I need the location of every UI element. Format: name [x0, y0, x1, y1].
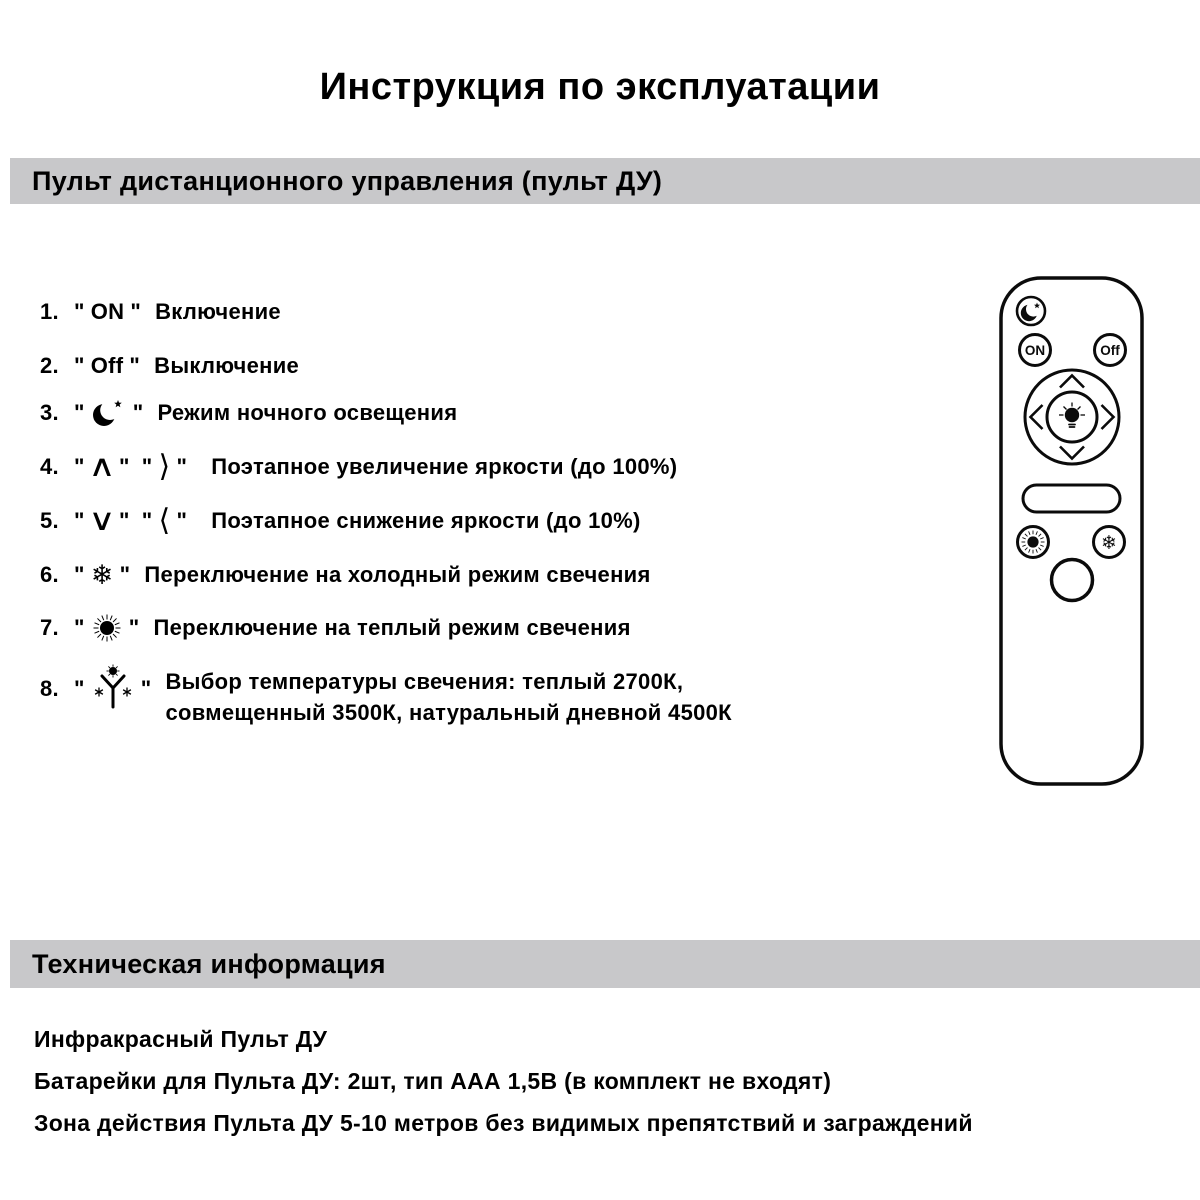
remote-control-illustration — [999, 276, 1144, 786]
item-number: 2. — [40, 353, 59, 378]
instruction-item-color-temperature — [40, 664, 732, 728]
item-description: Режим ночного освещения — [157, 400, 458, 425]
on-button-label: ON — [1024, 343, 1046, 358]
quote-mark: " — [128, 615, 140, 640]
item-description: Поэтапное снижение яркости (до 10%) — [211, 508, 641, 533]
item-description: Переключение на теплый режим свечения — [153, 615, 631, 640]
off-button-label: Off — [1100, 343, 1120, 358]
section-heading-remote-text: Пульт дистанционного управления (пульт ДУ) — [32, 165, 663, 196]
quote-mark: " — [74, 400, 85, 425]
off-key-label: Off — [90, 353, 124, 378]
quote-mark: " — [129, 353, 141, 378]
chevron-down-icon: ∨ — [87, 503, 116, 538]
quote-mark: " — [74, 299, 85, 324]
item-number: 1. — [40, 299, 59, 324]
color-temperature-branch-icon — [91, 664, 135, 712]
section-heading-tech — [10, 940, 1200, 988]
item-number: 4. — [40, 454, 59, 479]
moon-star-icon — [91, 397, 127, 429]
item-number: 7. — [40, 615, 59, 640]
quote-mark: " — [176, 454, 188, 479]
item-description-line-1: Выбор температуры свечения: теплый 2700К, — [165, 669, 684, 694]
quote-mark: " — [74, 454, 85, 479]
section-heading-remote — [10, 158, 1200, 204]
item-description-line-2: совмещенный 3500К, натуральный дневной 4500К — [165, 700, 732, 725]
section-heading-tech-text: Техническая информация — [32, 948, 386, 979]
quote-mark: " — [74, 353, 85, 378]
sun-icon — [91, 612, 123, 644]
quote-mark: " — [132, 400, 144, 425]
chevron-up-icon: ∧ — [87, 449, 116, 484]
quote-mark: " — [176, 508, 188, 533]
snowflake-icon: ❄ — [1101, 531, 1117, 554]
snowflake-icon: ❄ — [90, 559, 114, 591]
angle-right-icon: ⟩ — [158, 449, 171, 484]
instruction-item-off — [40, 351, 299, 381]
instruction-item-on — [40, 297, 281, 327]
instruction-item-brightness-up — [40, 449, 678, 484]
quote-mark: " — [141, 454, 153, 479]
item-description: Включение — [155, 299, 281, 324]
item-description — [165, 666, 731, 728]
quote-mark: " — [140, 676, 152, 701]
item-description: Поэтапное увеличение яркости (до 100%) — [211, 454, 678, 479]
tech-info-line-range: Зона действия Пульта ДУ 5-10 метров без видимых препятствий и заграждений — [34, 1110, 973, 1136]
on-key-label: ON — [90, 299, 125, 324]
warm-mode-button — [1018, 527, 1049, 558]
item-number: 5. — [40, 508, 59, 533]
instruction-item-night-mode — [40, 398, 457, 428]
quote-mark: " — [74, 676, 85, 701]
instruction-item-warm-mode — [40, 613, 631, 643]
page-title: Инструкция по эксплуатации — [319, 66, 881, 108]
quote-mark: " — [119, 454, 130, 479]
instruction-item-brightness-down — [40, 503, 641, 538]
tech-info-line-batteries: Батарейки для Пульта ДУ: 2шт, тип ААА 1,5В (в комплект не входят) — [34, 1068, 832, 1094]
quote-mark: " — [74, 508, 85, 533]
item-description: Выключение — [154, 353, 300, 378]
angle-left-icon: ⟨ — [158, 503, 171, 538]
sun-icon — [1022, 531, 1045, 554]
quote-mark: " — [119, 562, 131, 587]
tech-info-line-ir: Инфракрасный Пульт ДУ — [34, 1026, 328, 1052]
item-number: 8. — [40, 676, 59, 701]
quote-mark: " — [74, 615, 85, 640]
quote-mark: " — [119, 508, 130, 533]
quote-mark: " — [141, 508, 153, 533]
item-description: Переключение на холодный режим свечения — [144, 562, 651, 587]
instruction-item-cold-mode — [40, 560, 651, 590]
quote-mark: " — [74, 562, 85, 587]
quote-mark: " — [130, 299, 142, 324]
item-number: 3. — [40, 400, 59, 425]
item-number: 6. — [40, 562, 59, 587]
